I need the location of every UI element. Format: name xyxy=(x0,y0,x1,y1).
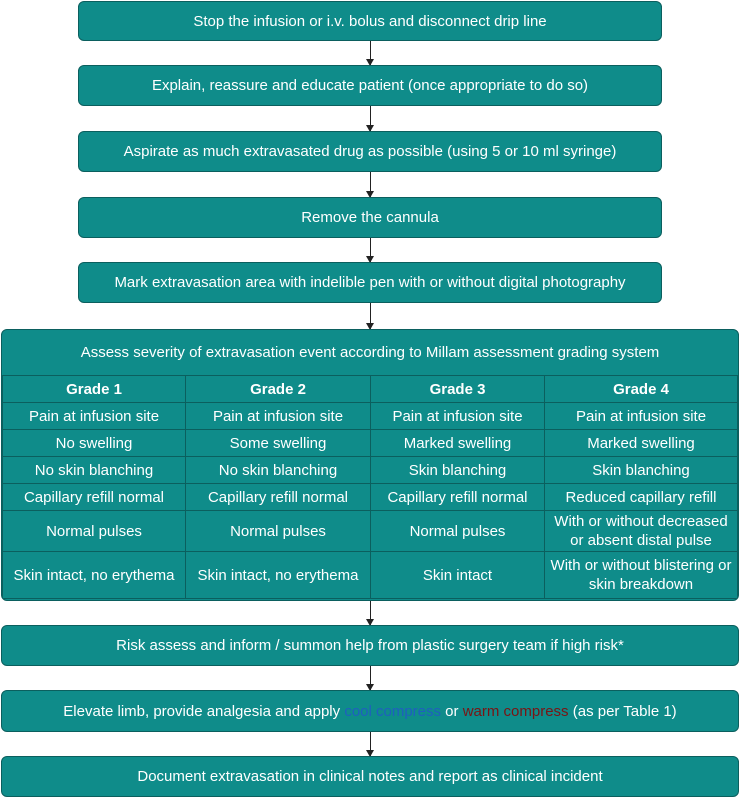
step-aspirate xyxy=(78,131,662,172)
step-mark-area xyxy=(78,262,662,303)
table-cell: No swelling xyxy=(3,430,186,457)
step-aspirate-label: Aspirate as much extravasated drug as possible (using 5 or 10 ml syringe) xyxy=(123,143,617,160)
table-cell: Some swelling xyxy=(186,430,371,457)
grade-2-header: Grade 2 xyxy=(186,376,371,403)
grade-header-row xyxy=(3,376,738,403)
table-cell: Normal pulses xyxy=(3,511,186,552)
arrow-4 xyxy=(370,238,371,262)
table-cell: No skin blanching xyxy=(186,457,371,484)
table-cell: Skin intact xyxy=(371,552,545,599)
arrow-8 xyxy=(370,732,371,756)
elevate-text-post: (as per Table 1) xyxy=(568,702,677,720)
arrow-5 xyxy=(370,303,371,329)
table-row xyxy=(3,457,738,484)
table-cell: Skin intact, no erythema xyxy=(186,552,371,599)
step-elevate-limb xyxy=(1,690,739,732)
arrow-1 xyxy=(370,41,371,65)
table-row xyxy=(3,552,738,599)
assessment-title: Assess severity of extravasation event according to Millam assessment grading system xyxy=(80,344,660,361)
elevate-text-pre: Elevate limb, provide analgesia and apply xyxy=(63,702,345,720)
step-explain-label: Explain, reassure and educate patient (once appropriate to do so) xyxy=(151,77,589,94)
table-cell: Marked swelling xyxy=(545,430,738,457)
table-row xyxy=(3,511,738,552)
table-cell: With or without blistering or skin breakdown xyxy=(545,552,738,599)
table-cell: Skin blanching xyxy=(371,457,545,484)
step-explain xyxy=(78,65,662,106)
arrow-3 xyxy=(370,172,371,197)
step-document xyxy=(1,756,739,797)
table-cell: Capillary refill normal xyxy=(3,484,186,511)
step-stop-infusion-label: Stop the infusion or i.v. bolus and disconnect drip line xyxy=(193,12,547,30)
table-cell: Pain at infusion site xyxy=(545,403,738,430)
grade-1-header: Grade 1 xyxy=(3,376,186,403)
table-cell: Marked swelling xyxy=(371,430,545,457)
warm-compress-text: warm compress xyxy=(462,702,569,720)
table-cell: Pain at infusion site xyxy=(186,403,371,430)
cool-compress-text: cool compress xyxy=(344,702,442,720)
table-cell: Skin intact, no erythema xyxy=(3,552,186,599)
step-elevate-limb-label xyxy=(63,703,676,720)
table-row xyxy=(3,403,738,430)
assessment-grading-box xyxy=(1,329,739,601)
step-remove-cannula xyxy=(78,197,662,238)
table-cell: Reduced capillary refill xyxy=(545,484,738,511)
step-remove-cannula-label: Remove the cannula xyxy=(301,209,439,226)
arrow-2 xyxy=(370,106,371,131)
table-row xyxy=(3,484,738,511)
table-cell: Normal pulses xyxy=(186,511,371,552)
table-cell: No skin blanching xyxy=(3,457,186,484)
table-cell: Pain at infusion site xyxy=(371,403,545,430)
table-cell: Pain at infusion site xyxy=(3,403,186,430)
table-cell: With or without decreased or absent distal pulse xyxy=(545,511,738,552)
table-cell: Capillary refill normal xyxy=(186,484,371,511)
grading-table xyxy=(2,375,738,599)
step-risk-assess xyxy=(1,625,739,666)
grade-4-header: Grade 4 xyxy=(545,376,738,403)
grade-3-header: Grade 3 xyxy=(371,376,545,403)
table-cell: Skin blanching xyxy=(545,457,738,484)
step-stop-infusion xyxy=(78,1,662,41)
table-cell: Normal pulses xyxy=(371,511,545,552)
arrow-6 xyxy=(370,601,371,625)
step-mark-area-label: Mark extravasation area with indelible pen with or without digital photography xyxy=(114,274,626,291)
elevate-text-mid: or xyxy=(441,702,463,720)
table-row xyxy=(3,430,738,457)
step-risk-assess-label: Risk assess and inform / summon help from plastic surgery team if high risk* xyxy=(116,637,624,654)
arrow-7 xyxy=(370,666,371,690)
table-cell: Capillary refill normal xyxy=(371,484,545,511)
step-document-label: Document extravasation in clinical notes and report as clinical incident xyxy=(137,768,603,785)
